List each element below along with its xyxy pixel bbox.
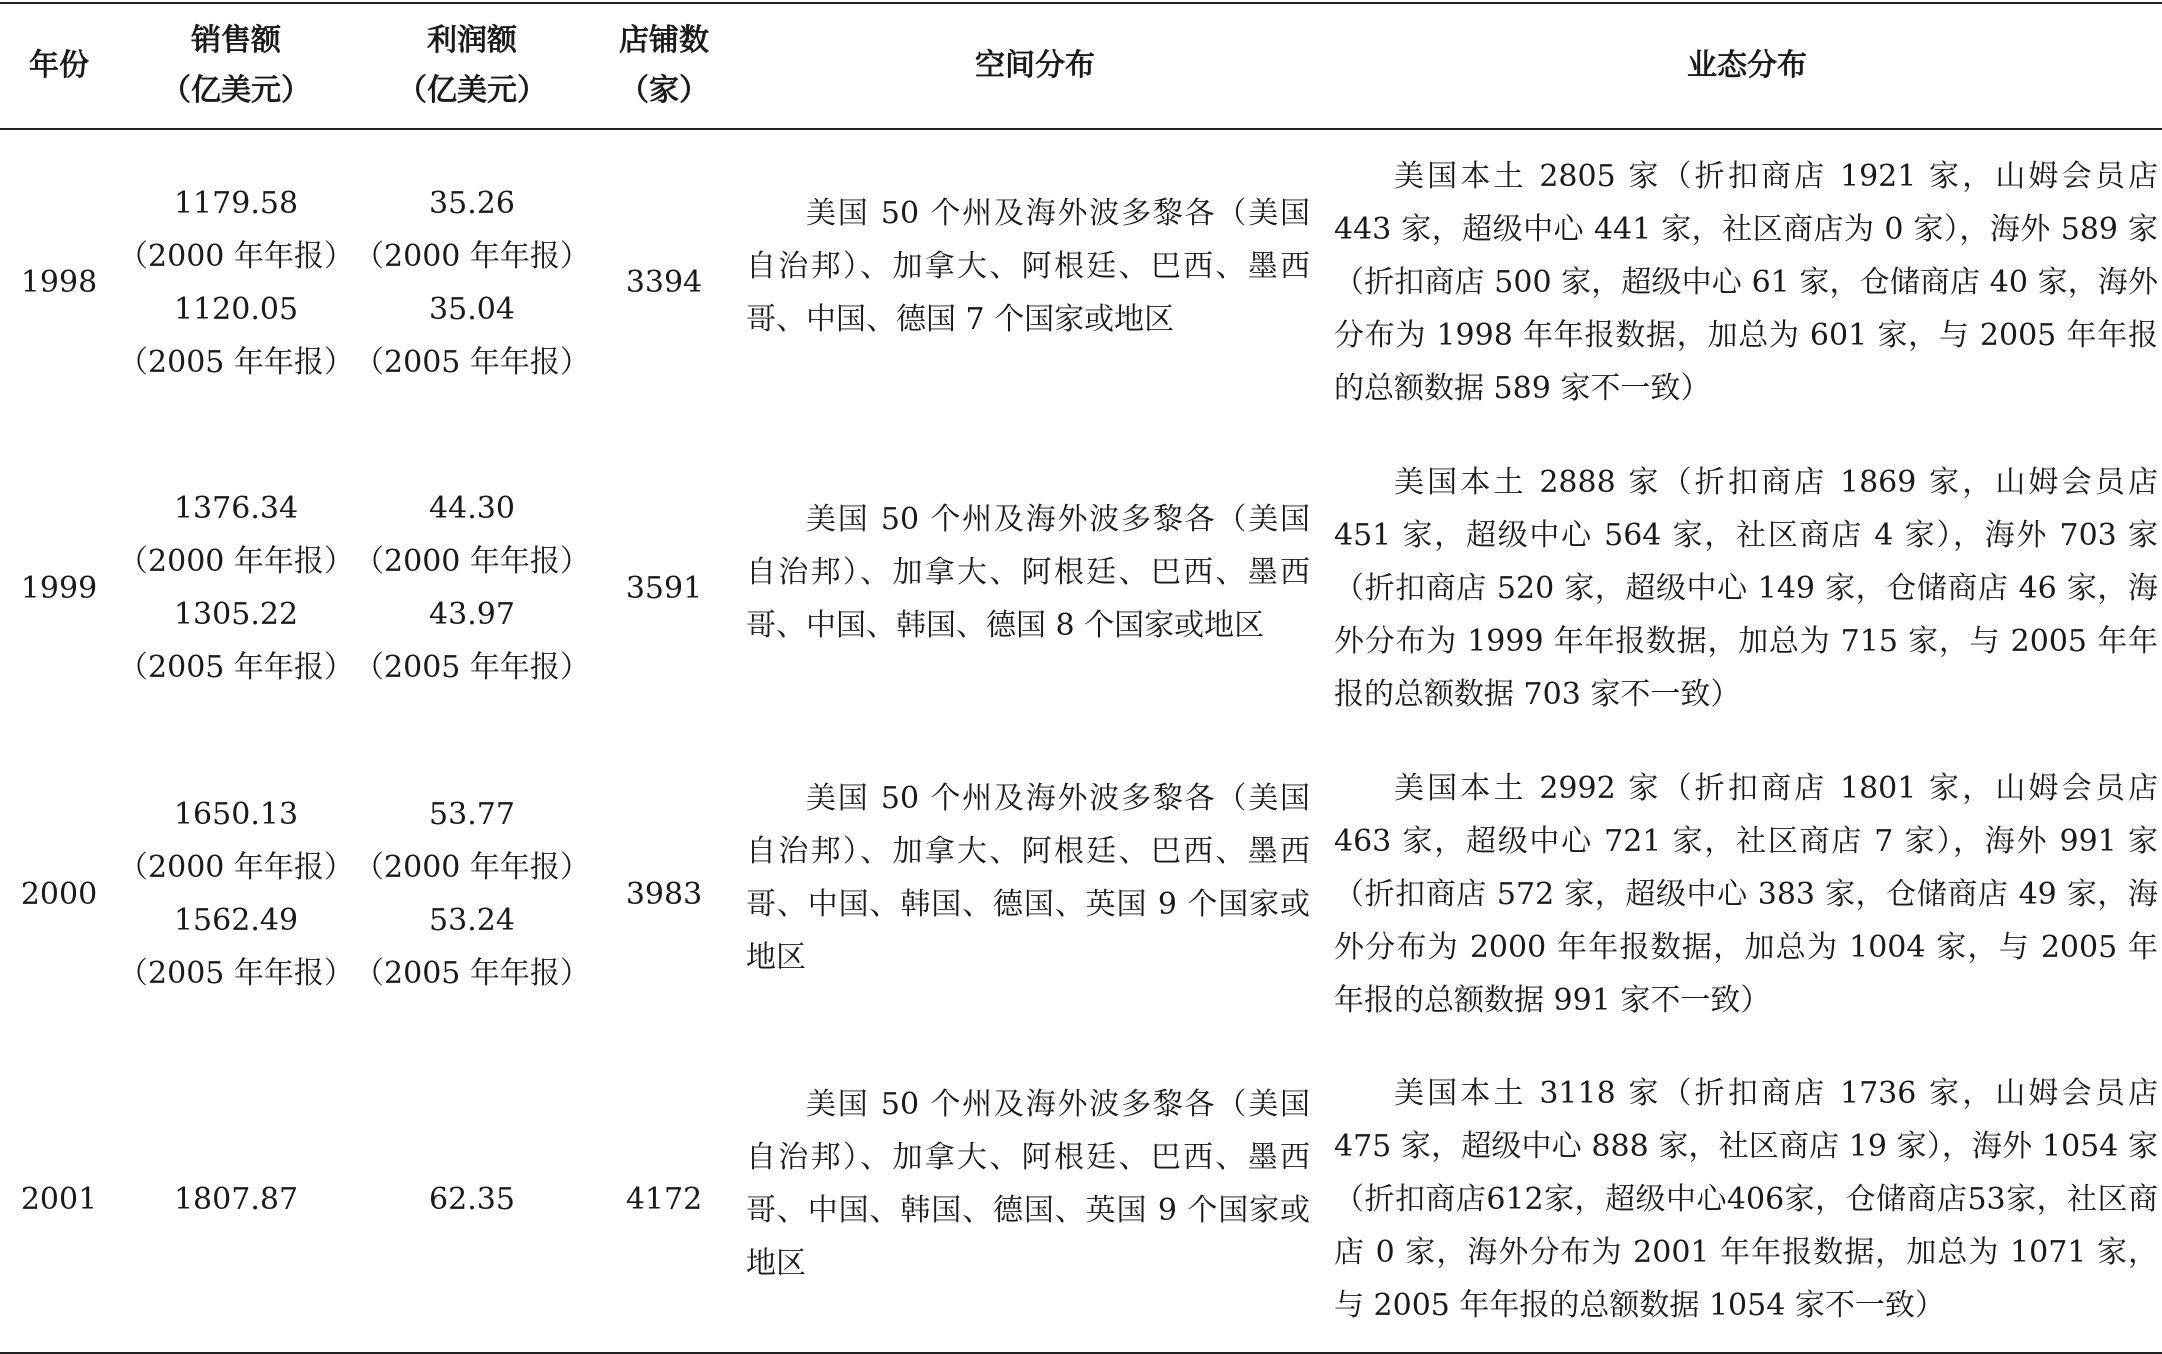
cell-sales: 1179.58 （2000 年年报） 1120.05 （2005 年年报） — [118, 185, 354, 380]
header-region: 空间分布 — [975, 48, 1095, 83]
cell-sales: 1650.13 （2000 年年报） 1562.49 （2005 年年报） — [118, 797, 354, 991]
cell-profit: 35.26 （2000 年年报） 35.04 （2005 年年报） — [354, 185, 590, 380]
cell-profit: 44.30 （2000 年年报） 43.97 （2005 年年报） — [354, 491, 590, 685]
cell-year: 2000 — [20, 876, 98, 912]
cell-region: 美国 50 个州及海外波多黎各（美国自治邦）、加拿大、阿根廷、巴西、墨西哥、中国、韩国、德国、英国 9 个国家或地区 — [746, 781, 1310, 975]
cell-profit: 62.35 — [429, 1182, 515, 1217]
cell-year: 2001 — [20, 1182, 98, 1217]
header-format: 业态分布 — [1687, 48, 1807, 83]
header-row — [0, 3, 2162, 129]
cell-region: 美国 50 个州及海外波多黎各（美国自治邦）、加拿大、阿根廷、巴西、墨西哥、中国、韩国、德国、英国 9 个国家或地区 — [746, 1086, 1310, 1281]
cell-stores: 3394 — [625, 265, 703, 300]
cell-format: 美国本土 2888 家（折扣商店 1869 家，山姆会员店 451 家，超级中心 564 家，社区商店 4 家），海外 703 家（折扣商店 520 家，超级中心 149 家，仓储商店 46 家，海外分布为 1999 年年报数据，加总为 715 家，与 2005 年年报的总额数据 703 家不一致） — [1334, 464, 2158, 712]
cell-year: 1998 — [20, 265, 98, 300]
cell-format: 美国本土 2992 家（折扣商店 1801 家，山姆会员店 463 家，超级中心 721 家，社区商店 7 家），海外 991 家（折扣商店 572 家，超级中心 383 家，仓储商店 49 家，海外分布为 2000 年年报数据，加总为 1004 家，与 2005 年年报的总额数据 991 家不一致） — [1334, 770, 2158, 1018]
header-sales: 销售额 （亿美元） — [161, 23, 311, 108]
cell-region: 美国 50 个州及海外波多黎各（美国自治邦）、加拿大、阿根廷、巴西、墨西哥、中国、德国 7 个国家或地区 — [746, 196, 1310, 337]
header-stores: 店铺数 （家） — [619, 23, 709, 108]
cell-region: 美国 50 个州及海外波多黎各（美国自治邦）、加拿大、阿根廷、巴西、墨西哥、中国、韩国、德国 8 个国家或地区 — [746, 501, 1310, 643]
header-profit: 利润额 （亿美元） — [397, 23, 547, 108]
cell-profit: 53.77 （2000 年年报） 53.24 （2005 年年报） — [354, 797, 590, 991]
cell-sales: 1807.87 — [173, 1182, 299, 1217]
cell-format: 美国本土 3118 家（折扣商店 1736 家，山姆会员店 475 家，超级中心 888 家，社区商店 19 家），海外 1054 家（折扣商店612家，超级中心406家，仓储商店53家，社区商店 0 家，海外分布为 2001 年年报数据，加总为 1071 家，与 2005 年年报的总额数据 1054 家不一致） — [1334, 1076, 2158, 1323]
table-row — [0, 129, 2162, 435]
table-row — [0, 435, 2162, 741]
cell-sales: 1376.34 （2000 年年报） 1305.22 （2005 年年报） — [118, 491, 354, 685]
walmart-data-table — [0, 2, 2162, 1354]
cell-stores: 3591 — [625, 570, 703, 606]
cell-stores: 4172 — [625, 1182, 703, 1217]
header-year: 年份 — [29, 48, 89, 83]
cell-year: 1999 — [20, 570, 98, 606]
table-row — [0, 741, 2162, 1047]
cell-format: 美国本土 2805 家（折扣商店 1921 家，山姆会员店 443 家，超级中心 441 家，社区商店为 0 家），海外 589 家（折扣商店 500 家，超级中心 61 家，仓储商店 40 家，海外分布为 1998 年年报数据，加总为 601 家，与 2005 年年报的总额数据 589 家不一致） — [1334, 159, 2158, 406]
table-row — [0, 1047, 2162, 1353]
cell-stores: 3983 — [625, 876, 703, 912]
